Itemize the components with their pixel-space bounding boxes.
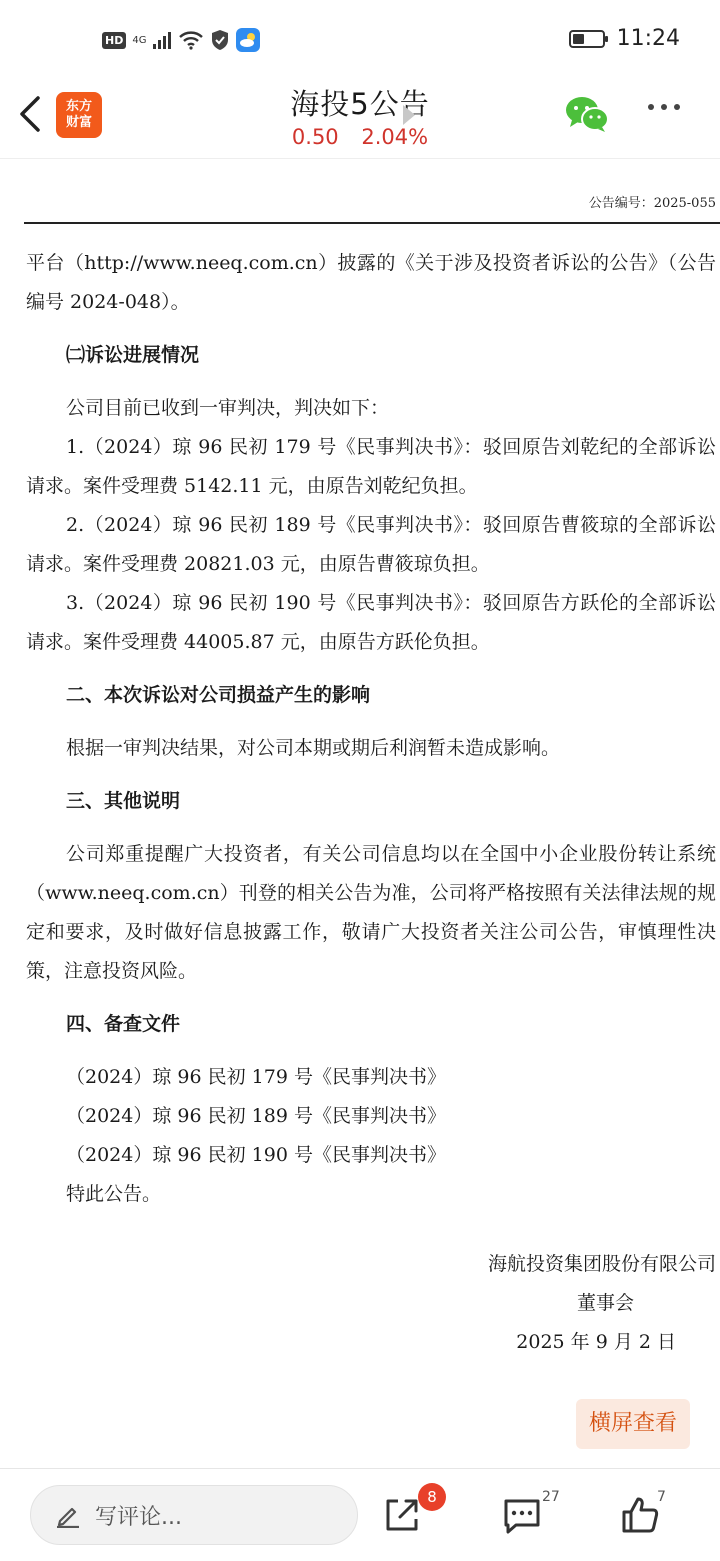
signature-company: 海航投资集团股份有限公司 [487,1253,716,1275]
comment-count: 27 [542,1489,560,1505]
signature-block [488,1245,716,1362]
landscape-view-button[interactable]: 横屏查看 [576,1399,690,1449]
app-header [0,80,720,159]
like-count: 7 [657,1489,666,1505]
header-divider [24,222,720,224]
logo-line1: 东方 [65,99,92,114]
section-heading-impact: 二、本次诉讼对公司损益产生的影响 [66,684,371,706]
progress-lead: 公司目前已收到一审判决，判决如下： [66,397,390,419]
announcement-body [26,244,716,1214]
quote-row [0,125,720,149]
reference-doc-3: （2024）琼 96 民初 190 号《民事判决书》 [66,1144,446,1166]
section-heading-other: 三、其他说明 [66,790,181,812]
signal-icon [152,30,172,50]
comment-icon[interactable] [502,1495,542,1535]
intro-paragraph: 平台（http://www.neeq.com.cn）披露的《关于涉及投资者诉讼的公告》（公告编号 2024-048）。 [26,252,716,313]
comment-placeholder: 写评论... [95,1505,182,1530]
next-stock-arrow-icon[interactable] [403,105,415,125]
section-heading-progress: ㈡诉讼进展情况 [66,344,200,366]
weather-app-icon [236,28,260,52]
stock-change: 2.04% [361,125,429,149]
app-logo[interactable] [56,92,102,138]
pencil-icon [55,1502,81,1528]
status-icons-left [102,28,260,52]
reference-doc-1: （2024）琼 96 民初 179 号《民事判决书》 [66,1066,446,1088]
stock-price: 0.50 [291,125,339,149]
page-title: 海投5公告 [290,87,430,121]
comment-input[interactable] [30,1485,358,1545]
battery-level [573,34,584,44]
shield-icon [210,29,230,51]
signature-date: 2025 年 9 月 2 日 [516,1331,676,1353]
section-heading-documents: 四、备查文件 [66,1013,181,1035]
judgment-item-1: 1.（2024）琼 96 民初 179 号《民事判决书》：驳回原告刘乾纪的全部诉讼请求。案件受理费 5142.11 元，由原告刘乾纪负担。 [26,436,716,497]
signature-board: 董事会 [576,1292,634,1314]
judgment-item-3: 3.（2024）琼 96 民初 190 号《民事判决书》：驳回原告方跃伦的全部诉讼请求。案件受理费 44005.87 元，由原告方跃伦负担。 [26,592,716,653]
other-paragraph: 公司郑重提醒广大投资者，有关公司信息均以在全国中小企业股份转让系统（www.neeq.com.cn）刊登的相关公告为准，公司将严格按照有关法律法规的规定和要求，及时做好信息披露工作，敬请广大投资者关注公司公告，审慎理性决策，注意投资风险。 [26,843,716,982]
battery-icon [569,30,605,48]
announcement-code: 公告编号：2025-055 [588,196,716,211]
reference-doc-2: （2024）琼 96 民初 189 号《民事判决书》 [66,1105,446,1127]
judgment-item-2: 2.（2024）琼 96 民初 189 号《民事判决书》：驳回原告曹筱琼的全部诉讼请求。案件受理费 20821.03 元，由原告曹筱琼负担。 [26,514,716,575]
wifi-icon [178,30,204,50]
back-arrow-icon[interactable] [12,92,48,136]
bottom-action-bar [0,1468,720,1561]
wechat-share-icon[interactable] [564,94,610,134]
hd-badge: HD [102,32,126,49]
share-badge: 8 [418,1483,446,1511]
network-type: 4G [132,34,147,46]
logo-line2: 财富 [65,115,92,130]
title-block [0,80,720,149]
thumbs-up-icon[interactable] [620,1495,660,1535]
closing-text: 特此公告。 [66,1183,162,1205]
more-menu-icon[interactable] [648,104,680,110]
status-icons-right [569,26,680,51]
clock: 11:24 [616,26,680,51]
impact-paragraph: 根据一审判决结果，对公司本期或期后利润暂未造成影响。 [66,737,561,759]
status-bar [0,0,720,80]
share-icon[interactable] [382,1495,422,1535]
